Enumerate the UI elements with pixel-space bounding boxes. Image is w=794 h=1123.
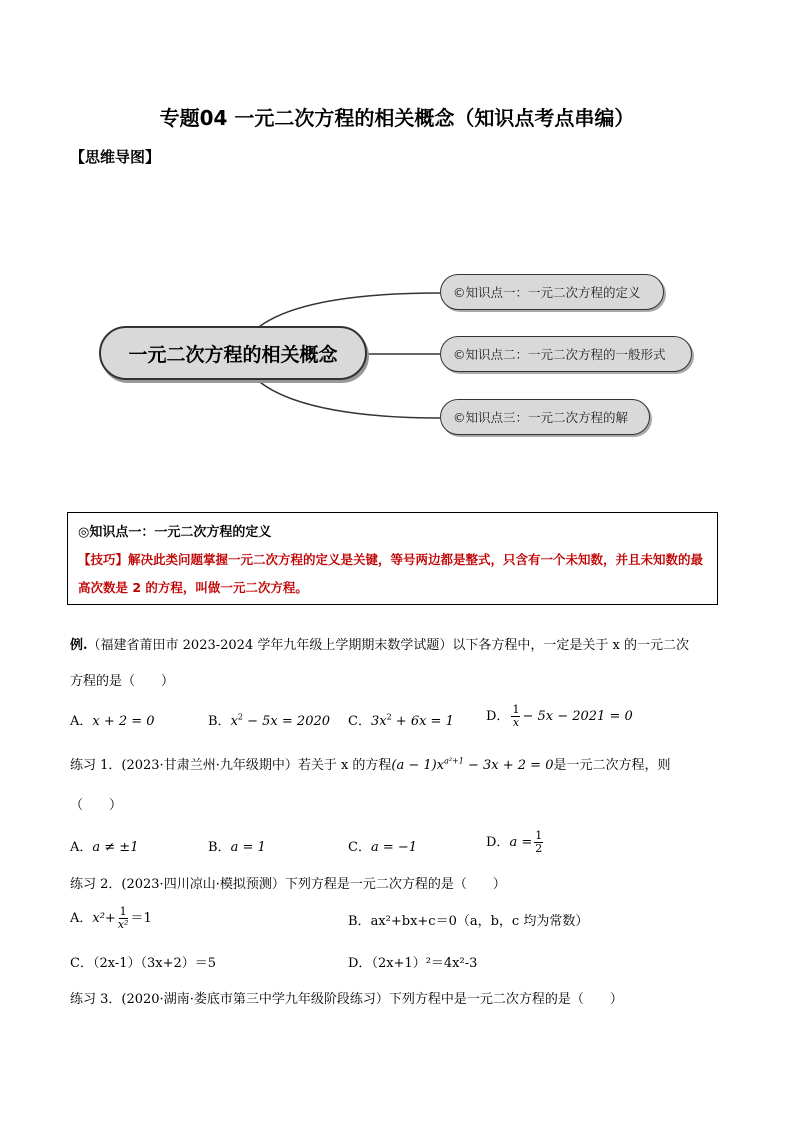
ex1-option-b: B．a = 1: [208, 840, 266, 855]
ex2-option-c: C．（2x-1）（3x+2）＝5: [70, 956, 217, 971]
ex2-stem: 练习 2．(2023·四川凉山·模拟预测）下列方程是一元二次方程的是（ ）: [70, 877, 506, 892]
example-stem-line1: [70, 634, 689, 653]
mindmap-branch-3: ©知识点三：一元二次方程的解: [440, 399, 650, 435]
example-option-b: B．$x^2 - 5x = 2020$: [208, 712, 331, 729]
ex1-stem: 练习 1．(2023·甘肃兰州·九年级期中）若关于 x 的方程$(a - 1)x^{a^2+1} - 3x + 2 = 0$是一元二次方程，则: [70, 756, 671, 773]
knowledge-title: ◎知识点一：一元二次方程的定义: [78, 525, 272, 540]
mindmap-branch-2: ©知识点二：一元二次方程的一般形式: [440, 336, 692, 372]
ex2-options-row2: [0, 952, 794, 976]
knowledge-tip: 【技巧】解决此类问题掌握一元二次方程的定义是关键，等号两边都是整式，只含有一个未知数，并且未知数的最高次数是 2 的方程，叫做一元二次方程。: [78, 552, 704, 595]
ex1-option-c: C．a = −1: [348, 840, 418, 855]
ex2-option-d: D．（2x+1）²＝4x²-3: [348, 956, 478, 971]
page-title: 专题04 一元二次方程的相关概念（知识点考点串编）: [159, 106, 635, 130]
example-stem-1: （福建省莆田市 2023-2024 学年九年级上学期期末数学试题）以下各方程中，一定是关于 x 的一元二次: [87, 638, 689, 653]
example-option-d: D． $\frac{1}{x}$ − 5x − 2021 = 0: [486, 703, 633, 729]
connector-1: [255, 293, 440, 330]
ex1-paren: （ ）: [70, 798, 123, 813]
example-option-c: C．$3x^2 + 6x = 1$: [348, 712, 454, 729]
ex1-option-d: D．a = $\frac{1}{2}$: [486, 829, 543, 855]
mindmap-branch-1: ©知识点一：一元二次方程的定义: [440, 274, 664, 310]
ex2-options-row1: [0, 905, 794, 934]
mindmap-label: 【思维导图】: [70, 148, 161, 166]
ex3-stem: 练习 3．(2020·湖南·娄底市第三中学九年级阶段练习）下列方程中是一元二次方程的是（ ）: [70, 992, 623, 1007]
ex2-option-b: B．ax²+bx+c＝0（a，b，c 均为常数）: [348, 914, 589, 929]
connector-3: [255, 378, 440, 418]
mindmap-connectors: [0, 0, 794, 500]
mindmap-center-node: 一元二次方程的相关概念: [99, 326, 367, 380]
ex2-option-a: A．x²+ $\frac{1}{\text{x²}}$ ＝1: [70, 905, 152, 931]
knowledge-box: [67, 512, 718, 605]
ex1-options: [0, 829, 794, 860]
example-option-a: A．x + 2 = 0: [70, 714, 155, 729]
ex1-option-a: A．a ≠ ±1: [70, 840, 139, 855]
example-stem-2: 方程的是（ ）: [70, 674, 175, 689]
example-label: 例.: [70, 638, 88, 653]
example-options: [0, 703, 794, 734]
